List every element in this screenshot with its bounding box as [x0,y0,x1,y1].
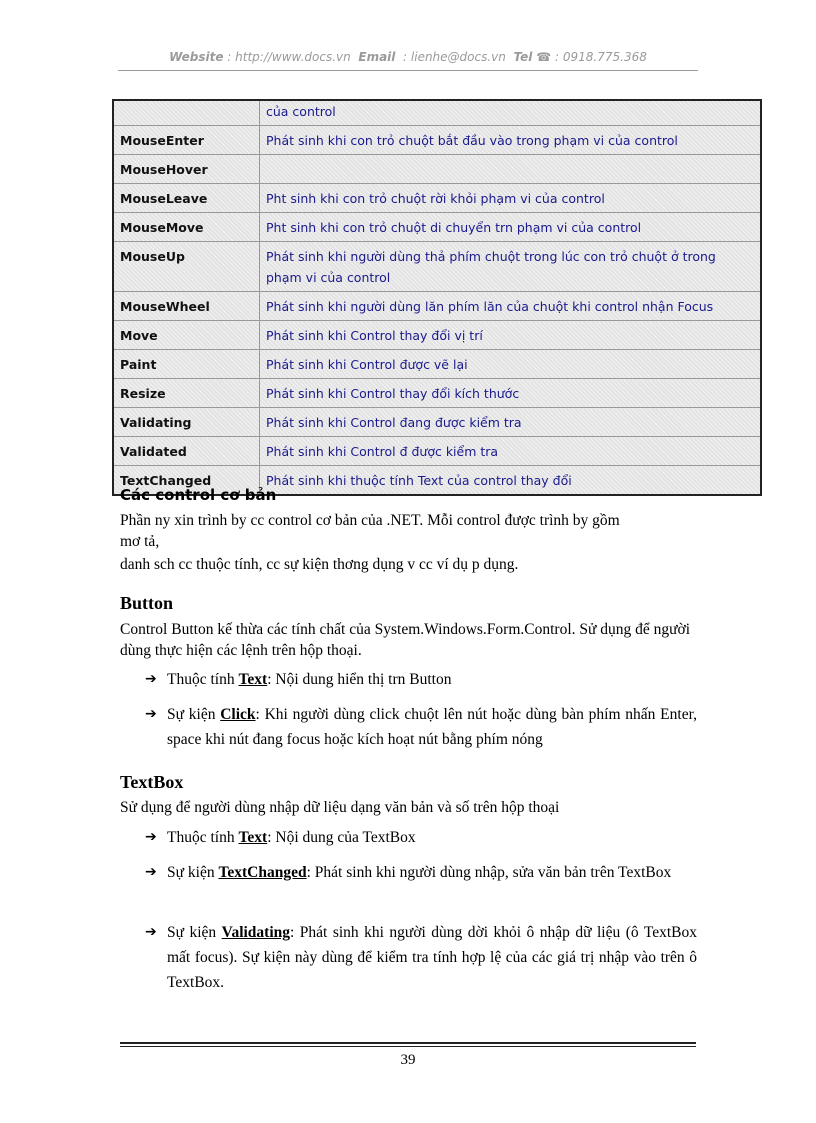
bullet-text: : Nội dung của TextBox [267,829,416,846]
bullet-prefix: Sự kiện [167,864,219,881]
event-desc: Phát sinh khi con trỏ chuột bắt đầu vào trong phạm vi của control [260,126,762,155]
list-item [145,825,697,850]
event-name: Validated [113,437,260,466]
event-name [113,100,260,126]
table-row [113,350,761,379]
event-desc: Phát sinh khi Control thay đổi kích thước [260,379,762,408]
bullet-prefix: Thuộc tính [167,829,239,846]
bullet-text: : Nội dung hiển thị trn Button [267,671,452,688]
event-textchanged: TextChanged [218,864,307,881]
event-name: MouseUp [113,242,260,292]
tel-label: Tel [513,50,533,64]
table-row [113,408,761,437]
event-desc: Phát sinh khi Control thay đổi vị trí [260,321,762,350]
event-name: Validating [113,408,260,437]
arrow-right-icon: ➔ [145,829,157,845]
event-desc: Phát sinh khi thuộc tính Text của control thay đổi [260,466,762,496]
bullet-text: : Phát sinh khi người dùng dời khỏi ô nhập dữ liệu (ô TextBox mất focus). Sự kiện này dùng để kiểm tra tính hợp lệ của các giá trị nhập vào trên ô TextBox. [167,924,697,991]
event-click: Click [220,706,256,723]
button-description: Control Button kế thừa các tính chất của System.Windows.Form.Control. Sử dụng để người dùng thực hiện các lệnh trên hộp thoại. [120,621,691,659]
page-number: 39 [400,1052,416,1068]
tel-value: : 0918.775.368 [555,50,647,64]
page-header [118,50,698,64]
table-row [113,321,761,350]
bullet-prefix: Thuộc tính [167,671,239,688]
event-name: MouseHover [113,155,260,184]
event-desc: Phát sinh khi người dùng lăn phím lăn của chuột khi control nhận Focus [260,292,762,321]
arrow-right-icon: ➔ [145,924,157,940]
event-name: MouseEnter [113,126,260,155]
list-item [145,920,697,995]
table-row [113,213,761,242]
footer-divider [120,1042,696,1044]
basic-line-1: Phần ny xin trình by cc control cơ bản của .NET. Mỗi control được trình by gồm [120,512,620,529]
email-value: : lienhe@docs.vn [403,50,506,64]
bullet-text: : Khi người dùng click chuột lên nút hoặc dùng bàn phím nhấn Enter, space khi nút đang focus hoặc kích hoạt nút bằng phím nóng [167,706,697,748]
event-desc: của control [260,100,762,126]
basic-controls-heading: Các control cơ bản [120,486,277,504]
bullet-prefix: Sự kiện [167,706,221,723]
event-desc: Phát sinh khi Control được vẽ lại [260,350,762,379]
property-text: Text [238,829,268,846]
arrow-right-icon: ➔ [145,671,157,687]
website-value: : http://www.docs.vn [227,50,351,64]
arrow-right-icon: ➔ [145,706,157,722]
event-name: MouseLeave [113,184,260,213]
list-item [145,702,697,752]
event-name: Move [113,321,260,350]
table-row [113,379,761,408]
event-name: TextChanged [113,466,260,496]
event-name: Resize [113,379,260,408]
basic-line-2: mơ tả, [120,533,160,550]
table-row [113,437,761,466]
textbox-description: Sử dụng để người dùng nhập dữ liệu dạng văn bản và số trên hộp thoại [120,799,560,816]
list-item [145,860,697,885]
table-row [113,126,761,155]
event-desc: Pht sinh khi con trỏ chuột rời khỏi phạm vi của control [260,184,762,213]
event-name: MouseMove [113,213,260,242]
event-name: Paint [113,350,260,379]
event-name: MouseWheel [113,292,260,321]
website-label: Website [169,50,224,64]
table-row [113,100,761,126]
bullet-prefix: Sự kiện [167,924,222,941]
table-row [113,155,761,184]
table-row [113,242,761,292]
header-divider [118,70,698,71]
event-desc: Phát sinh khi Control đ được kiểm tra [260,437,762,466]
property-text: Text [238,671,268,688]
basic-intro [120,510,698,575]
event-validating: Validating [221,924,291,941]
list-item [145,667,697,692]
table-row [113,292,761,321]
event-desc: Pht sinh khi con trỏ chuột di chuyển trn phạm vi của control [260,213,762,242]
bullet-text: : Phát sinh khi người dùng nhập, sửa văn bản trên TextBox [306,864,672,881]
footer-divider-thin [120,1046,696,1047]
email-label: Email [358,50,396,64]
arrow-right-icon: ➔ [145,864,157,880]
textbox-heading: TextBox [120,772,184,792]
event-desc [260,155,762,184]
phone-icon: ☎ [536,50,552,64]
table-row [113,184,761,213]
event-desc: Phát sinh khi người dùng thả phím chuột trong lúc con trỏ chuột ở trong phạm vi của control [260,242,762,292]
button-heading: Button [120,593,174,613]
basic-line-3: danh sch cc thuộc tính, cc sự kiện thơng dụng v cc ví dụ p dụng. [120,556,519,573]
events-table [112,99,762,496]
event-desc: Phát sinh khi Control đang được kiểm tra [260,408,762,437]
